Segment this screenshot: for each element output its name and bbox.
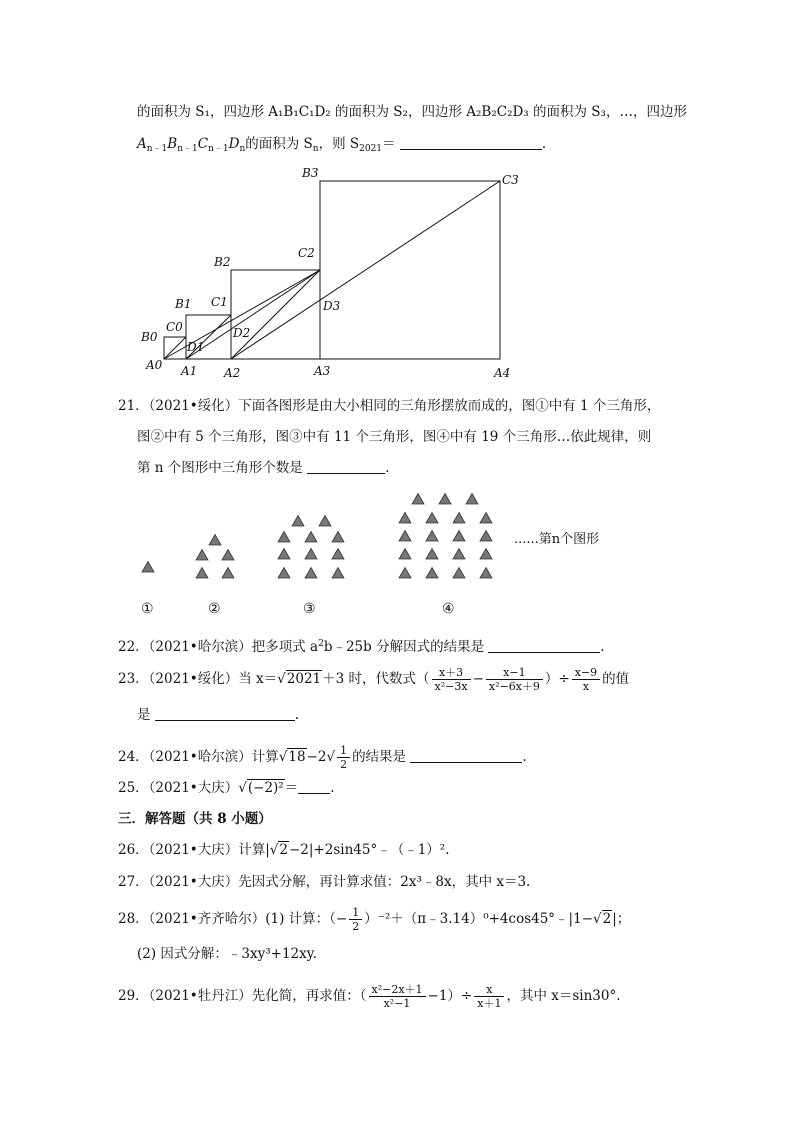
q23-f2-num: x−1: [486, 666, 543, 680]
label-b1: B1: [175, 297, 192, 311]
q25-text-b: ＝: [284, 780, 299, 796]
label-a3: A3: [314, 364, 331, 378]
q22-text-a: 22．（2021•哈尔滨）把多项式 a: [118, 639, 319, 655]
q29-frac2: [474, 983, 504, 1010]
q22-answer-blank[interactable]: [488, 638, 600, 653]
q27: [118, 873, 530, 891]
q21-line3: [137, 459, 389, 477]
label-b0: B0: [141, 330, 158, 344]
q29-text-a: 29．（2021•牡丹江）先化简，再求值：（: [118, 988, 367, 1004]
square-3: [320, 181, 500, 359]
diag-3: [231, 270, 320, 359]
q24-frac: [337, 744, 350, 771]
q29-frac1: [369, 983, 426, 1010]
q23-f1-den: x²−3x: [434, 680, 468, 693]
caption-4: ④: [442, 601, 455, 617]
caption-3: ③: [303, 601, 316, 617]
label-d1: D1: [187, 340, 205, 354]
caption-2: ②: [208, 601, 221, 617]
q21-answer-blank[interactable]: [307, 459, 385, 474]
q20-then-text: ，则 S: [318, 136, 360, 152]
q28-text-c: |；: [612, 911, 631, 927]
q20-line1-text: 的面积为 S₁，四边形 A₁B₁C₁D₂ 的面积为 S₂，四边形 A₂B₂C₂D₃ 的面积为 S₃，…，四边形: [137, 104, 687, 120]
figure-2: [196, 535, 234, 579]
q24-frac-den: 2: [340, 758, 348, 771]
label-a1: A1: [181, 364, 198, 378]
q23-frac3: [572, 666, 600, 693]
q23-f3-num: x−9: [572, 666, 600, 680]
q26: 26．（2021•大庆）计算|√2−2|+2sin45°﹣（﹣1）².: [118, 842, 450, 858]
figure-4: [399, 494, 492, 579]
q28-frac-num: 1: [349, 906, 362, 920]
q20-end: .: [541, 136, 547, 152]
q24-end: .: [522, 749, 527, 765]
q29: [118, 983, 621, 1010]
q21-line3-text: 第 n 个图形中三角形个数是: [137, 460, 303, 476]
q20-area-text: 的面积为 S: [245, 136, 313, 152]
q23-frac2: [486, 666, 543, 693]
q24-answer-blank[interactable]: [410, 748, 522, 763]
label-d2: D2: [233, 326, 251, 340]
q25-answer-blank[interactable]: [298, 779, 330, 794]
q25: 25．（2021•大庆）√(−2)²＝ .: [118, 780, 335, 796]
q23-f1-num: x＋3: [432, 666, 471, 680]
q29-text-b: −1）÷: [427, 988, 473, 1004]
q22: 22．（2021•哈尔滨）把多项式 $a^2b﹣25b$ 分解因式的结果是 .: [118, 639, 605, 655]
q29-f2-den: x＋1: [477, 997, 502, 1010]
q29-f1-num: x²−2x＋1: [369, 983, 426, 997]
q24-text-a: 24．（2021•哈尔滨）计算: [118, 749, 279, 765]
q21-line2: [137, 428, 651, 446]
triangle: [142, 562, 154, 573]
q28-line1: 28．（2021•齐齐哈尔）(1) 计算：（− $\frac{1}{2}$ ）⁻²＋（π﹣3.14）⁰+4cos45°﹣|1−√2|；: [118, 906, 631, 933]
q20-sub-expr2: n﹣1: [177, 144, 198, 154]
q24-text-b: −2: [306, 749, 327, 765]
q29-text-c: ，其中 x＝sin30°.: [506, 988, 621, 1004]
q20-line1: [137, 103, 687, 121]
q20-sub-n: n: [239, 144, 246, 154]
q24-frac-num: 1: [337, 744, 350, 758]
q21-end: .: [385, 460, 390, 476]
q23-text-a: 23．（2021•绥化）当 x＝: [118, 671, 278, 687]
q27-text: 27．（2021•大庆）先因式分解，再计算求值：2x³﹣8x，其中 x＝3.: [118, 874, 531, 890]
q20-sub-expr3: n﹣1: [208, 144, 229, 154]
q23-line2: [137, 706, 299, 724]
q20-line2: $A_{n﹣1}B_{n﹣1}C_{n﹣1}D_n$的面积为 $S_n$，则 $S_{2021}=$ .: [137, 136, 547, 154]
q23-f3-den: x: [582, 680, 590, 693]
q21-line2-text: 图②中有 5 个三角形，图③中有 11 个三角形，图④中有 19 个三角形…依此规律，则: [137, 429, 652, 445]
q28-text-b: ）⁻²＋（π﹣3.14）⁰+4cos45°﹣|1−: [364, 911, 594, 927]
nth-figure-label: ......第n个图形: [514, 532, 600, 547]
q25-radicand: (−2)²: [247, 780, 284, 796]
label-d3: D3: [323, 299, 341, 313]
q25-text-a: 25．（2021•大庆）: [118, 780, 239, 796]
q28-frac-den: 2: [352, 920, 360, 933]
label-b3: B3: [302, 166, 319, 180]
label-c3: C3: [502, 173, 519, 187]
q21-figures: [130, 485, 650, 620]
label-c1: C1: [211, 295, 228, 309]
q20-sub-n2: n: [312, 144, 319, 154]
q22-text-b: b﹣25b 分解因式的结果是: [323, 639, 485, 655]
section-3-heading: [118, 810, 272, 828]
q20-answer-blank[interactable]: [400, 135, 542, 150]
q23-frac1: [432, 666, 471, 693]
q29-f1-den: x²−1: [383, 997, 411, 1010]
caption-1: ①: [141, 601, 154, 617]
q26-text-b: −2|+2sin45°﹣（﹣1）².: [289, 842, 450, 858]
q28-radicand: 2: [602, 911, 612, 927]
q29-f2-num: x: [474, 983, 504, 997]
q23-line2-text: 是: [137, 707, 151, 723]
label-a2: A2: [224, 366, 241, 380]
q26-radicand: 2: [279, 842, 288, 858]
q23-minus: −: [472, 671, 484, 687]
q21-line1-text: 21．（2021•绥化）下面各图形是由大小相同的三角形摆放而成的，图①中有 1 个三角形，: [118, 398, 661, 414]
q23-answer-blank[interactable]: [155, 706, 295, 721]
q23-line1: 23．（2021•绥化）当 x＝√2021＋3 时，代数式（ $\frac{x+3}{\text{x²−3x}}$ − $\frac{x-1}{\text{x²−6x＋9}}$ ）÷ $\frac{x-9}{x}$ 的值: [118, 666, 630, 693]
q23-end: .: [294, 707, 300, 723]
label-a0: A0: [146, 358, 163, 372]
q20-sub-2021: 2021: [359, 144, 383, 154]
q26-text-a: 26．（2021•大庆）计算|: [118, 842, 270, 858]
q20-a-letter: A: [137, 136, 147, 152]
q24: 24．（2021•哈尔滨）计算√18−2√ $\frac{1}{2}$ 的结果是 .: [118, 744, 527, 771]
q28-frac: [349, 906, 362, 933]
q20-sub-expr: n﹣1: [146, 144, 168, 154]
q24-text-c: 的结果是: [352, 749, 407, 765]
label-c0: C0: [166, 320, 183, 334]
label-c2: C2: [298, 246, 315, 260]
q23-radicand: 2021: [286, 671, 322, 687]
q28-line2: [137, 945, 317, 963]
q23-f2-den: x²−6x＋9: [488, 680, 540, 693]
q25-end: .: [330, 780, 335, 796]
section-3-title: 三．解答题（共 8 小题）: [118, 811, 272, 827]
q20-figure: [135, 160, 535, 385]
q23-text-b: ＋3 时，代数式（: [322, 671, 430, 687]
q21-line1: [118, 397, 660, 415]
q28-text-a: 28．（2021•齐齐哈尔）(1) 计算：（−: [118, 911, 348, 927]
q24-radicand: 18: [288, 749, 306, 765]
q22-end: .: [600, 639, 605, 655]
q20-equals: ＝: [382, 136, 396, 152]
q23-text-c: ）÷: [544, 671, 570, 687]
q23-text-d: 的值: [602, 671, 630, 687]
figure-3: [278, 516, 344, 579]
label-b2: B2: [214, 255, 231, 269]
q28-line2-text: (2) 因式分解：﹣3xy³+12xy.: [137, 946, 317, 962]
label-a4: A4: [494, 366, 511, 380]
